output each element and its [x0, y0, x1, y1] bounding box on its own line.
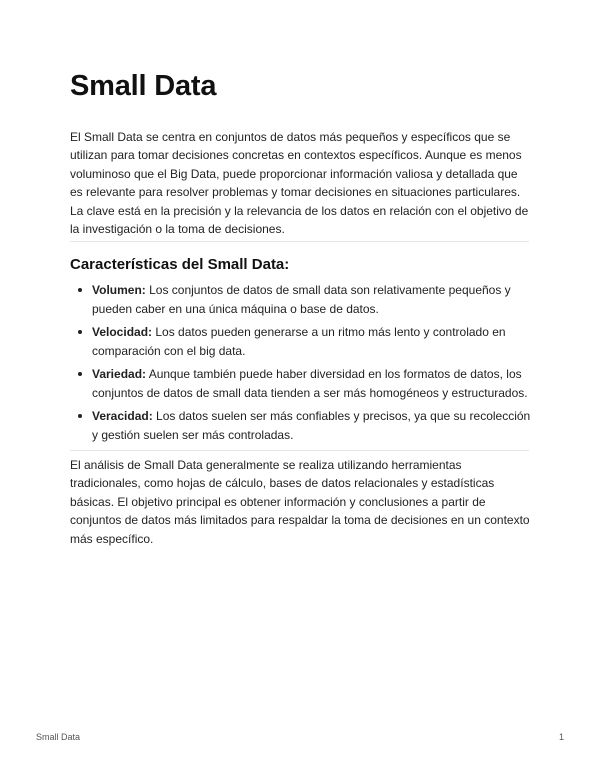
list-item-variedad [70, 365, 532, 402]
feature-term: Velocidad: [92, 325, 153, 339]
bullet-icon [78, 414, 82, 418]
page-title: Small Data [70, 70, 217, 102]
divider [70, 450, 529, 451]
feature-term: Veracidad: [92, 409, 153, 423]
features-list [70, 281, 532, 449]
feature-text: Aunque también puede haber diversidad en los formatos de datos, los conjuntos de datos de small data tienden a ser más homogéneos y estructurados. [92, 367, 528, 400]
outro-paragraph: El análisis de Small Data generalmente se realiza utilizando herramientas tradicionales, como hojas de cálculo, bases de datos relacionales y estadísticas básicas. El objetivo principal es obtener información y conclusiones a partir de conjuntos de datos más limitados para respaldar la toma de decisiones en un contexto más específico. [70, 458, 530, 546]
bullet-icon [78, 372, 82, 376]
divider [70, 241, 529, 242]
feature-term: Variedad: [92, 367, 147, 381]
list-item-velocidad [70, 323, 532, 360]
section-heading: Características del Small Data: [70, 256, 290, 273]
footer-document-title: Small Data [36, 732, 81, 742]
feature-term: Volumen: [92, 283, 146, 297]
list-item-veracidad [70, 407, 532, 444]
feature-text: Los datos suelen ser más confiables y precisos, ya que su recolección y gestión suelen ser más controladas. [92, 409, 531, 442]
bullet-icon [78, 288, 82, 292]
page-number: 1 [558, 732, 564, 742]
list-item-volumen [70, 281, 532, 318]
bullet-icon [78, 330, 82, 334]
intro-paragraph: El Small Data se centra en conjuntos de datos más pequeños y específicos que se utilizan para tomar decisiones concretas en contextos específicos. Aunque es menos voluminoso que el Big Data, puede proporcionar información valiosa y detallada que es relevante para resolver problemas y tomar decisiones en situaciones particulares. La clave está en la precisión y la relevancia de los datos en relación con el objetivo de la investigación o la toma de decisiones. [70, 130, 529, 237]
feature-text: Los datos pueden generarse a un ritmo más lento y controlado en comparación con el big data. [92, 325, 506, 358]
feature-text: Los conjuntos de datos de small data son relativamente pequeños y pueden caber en una única máquina o base de datos. [92, 283, 511, 316]
